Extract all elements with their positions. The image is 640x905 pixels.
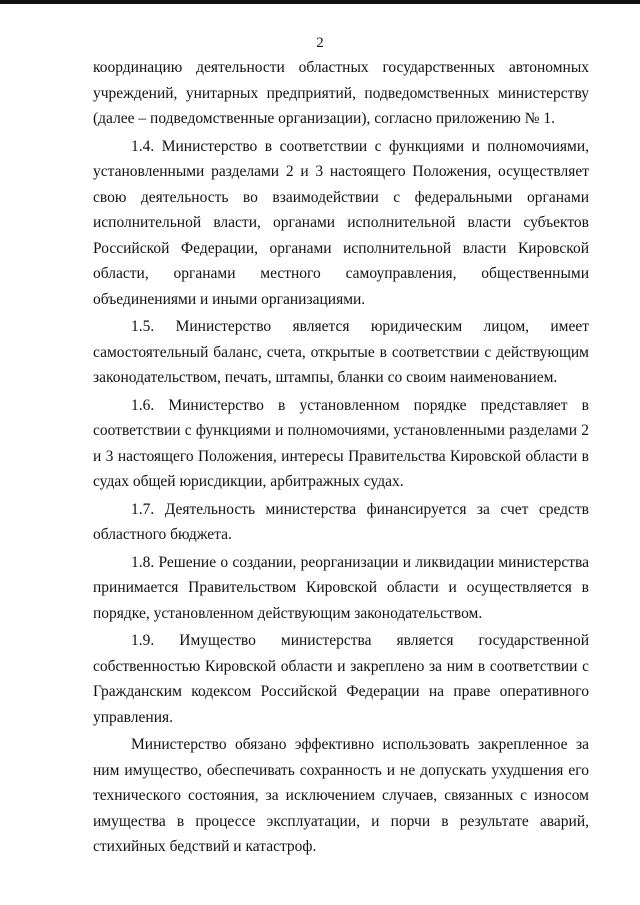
paragraph-continuation: координацию деятельности областных государственных автономных учреждений, унитарных предприятий, подведомственных министерству (далее – подведомственные организации), согласно приложению № 1. <box>93 59 589 127</box>
page-number: 2 <box>316 35 324 51</box>
paragraph-1-5: 1.5. Министерство является юридическим лицом, имеет самостоятельный баланс, счета, открытые в соответствии с действующим законодательством, печать, штампы, бланки со своим наименованием. <box>93 318 589 386</box>
paragraph-property-obligation: Министерство обязано эффективно использовать закрепленное за ним имущество, обеспечивать сохранность и не допускать ухудшения его технического состояния, за исключением случаев, связанных с износом имущества в процессе эксплуатации, и порчи в результате аварий, стихийных бедствий и катастроф. <box>93 736 589 855</box>
paragraph-1-8: 1.8. Решение о создании, реорганизации и ликвидации министерства принимается Правительством Кировской области и осуществляется в порядке, установленном действующим законодательством. <box>93 553 589 622</box>
document-body <box>93 55 589 860</box>
top-border-line <box>0 0 640 4</box>
paragraph-1-6: 1.6. Министерство в установленном порядке представляет в соответствии с функциями и полномочиями, установленными разделами 2 и 3 настоящего Положения, интересы Правительства Кировской области в судах общей юрисдикции, арбитражных судах. <box>93 396 589 490</box>
paragraph-1-7: 1.7. Деятельность министерства финансируется за счет средств областного бюджета. <box>93 500 589 543</box>
paragraph-1-4: 1.4. Министерство в соответствии с функциями и полномочиями, установленными разделами 2 и 3 настоящего Положения, осуществляет свою деятельность во взаимодействии с федеральными органами исполнительной власти, органами исполнительной власти субъектов Российской Федерации, органами исполнительной власти Кировской области, органами местного самоуправления, общественными объединениями и иными организациями. <box>93 137 589 308</box>
paragraph-1-9: 1.9. Имущество министерства является государственной собственностью Кировской области и закреплено за ним в соответствии с Гражданским кодексом Российской Федерации на праве оперативного управления. <box>93 632 589 726</box>
